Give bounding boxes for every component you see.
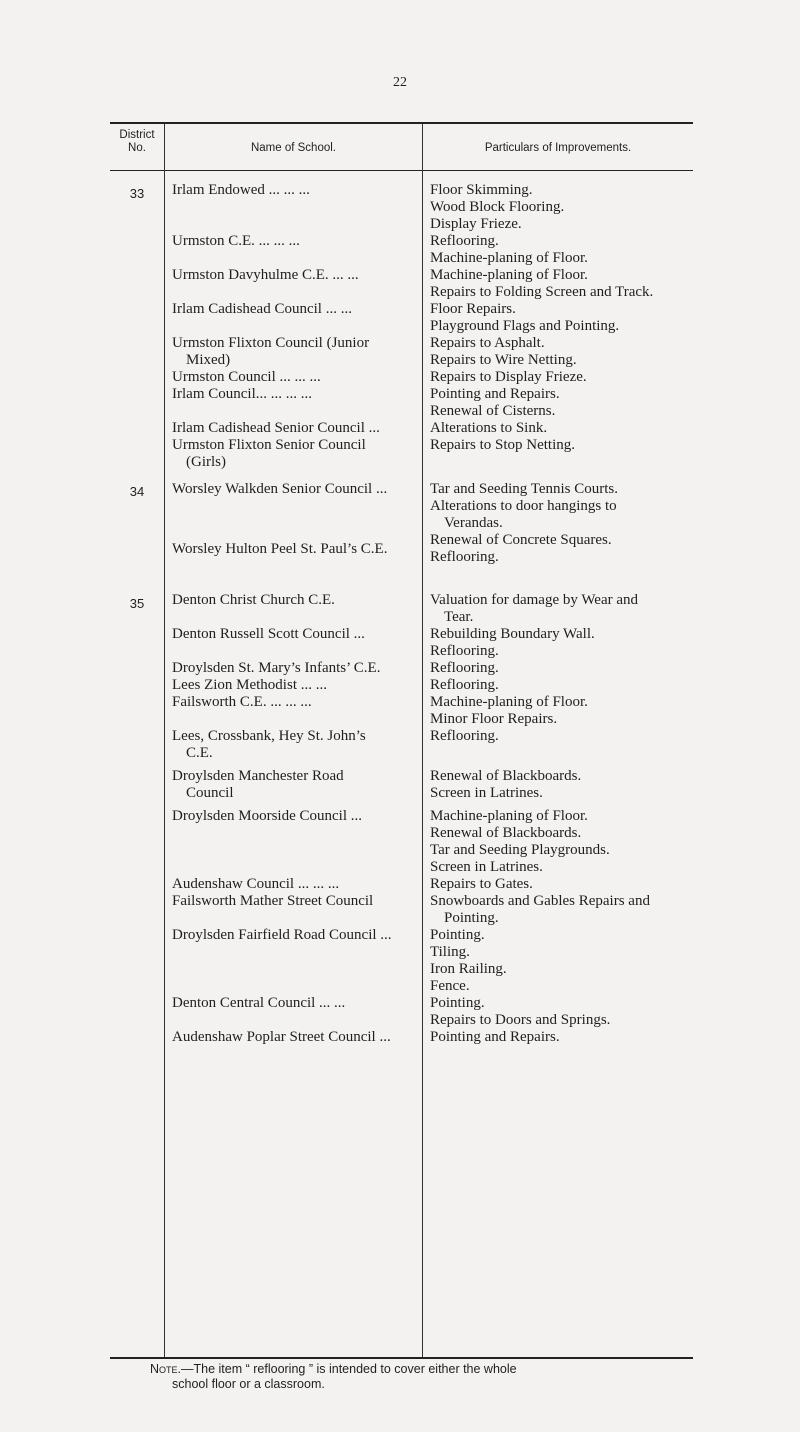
school-line: C.E.	[186, 745, 213, 761]
improvement-line: Alterations to Sink.	[430, 420, 548, 436]
school-line: Irlam Endowed ... ... ...	[172, 182, 310, 198]
improvement-line: Playground Flags and Pointing.	[430, 318, 620, 334]
district-number: 34	[129, 484, 145, 499]
footnote-line2: school floor or a classroom.	[172, 1377, 325, 1391]
school-line: Worsley Hulton Peel St. Paul’s C.E.	[172, 541, 388, 557]
improvement-line: Rebuilding Boundary Wall.	[430, 626, 595, 642]
improvement-line: Machine-planing of Floor.	[430, 267, 588, 283]
school-line: Urmston Davyhulme C.E. ... ...	[172, 267, 359, 283]
note-text: —The item “ reflooring ” is intended to cover either the whole	[181, 1362, 517, 1376]
school-line: Audenshaw Poplar Street Council ...	[172, 1029, 391, 1045]
improvement-line: Display Frieze.	[430, 216, 522, 232]
improvement-line: Screen in Latrines.	[430, 859, 543, 875]
school-line: Audenshaw Council ... ... ...	[172, 876, 340, 892]
improvement-line: Renewal of Blackboards.	[430, 825, 582, 841]
improvement-line: Pointing and Repairs.	[430, 1029, 560, 1045]
header-school: Name of School.	[250, 142, 336, 154]
table-top-rule	[110, 122, 693, 124]
improvement-line: Machine-planing of Floor.	[430, 808, 588, 824]
improvement-line: Minor Floor Repairs.	[430, 711, 558, 727]
improvement-line: Machine-planing of Floor.	[430, 694, 588, 710]
school-line: Council	[186, 785, 234, 801]
improvement-line: Pointing and Repairs.	[430, 386, 560, 402]
improvement-line: Tar and Seeding Playgrounds.	[430, 842, 610, 858]
improvement-line: Renewal of Concrete Squares.	[430, 532, 612, 548]
school-line: Denton Central Council ... ...	[172, 995, 346, 1011]
school-line: Denton Christ Church C.E.	[172, 592, 335, 608]
school-line: Failsworth C.E. ... ... ...	[172, 694, 312, 710]
improvement-line: Pointing.	[430, 927, 485, 943]
improvement-line: Reflooring.	[430, 643, 499, 659]
improvement-line: Snowboards and Gables Repairs and	[430, 893, 650, 909]
improvement-line: Reflooring.	[430, 233, 499, 249]
column-divider-2	[422, 124, 423, 1357]
header-district	[110, 129, 164, 155]
table-bottom-rule	[110, 1357, 693, 1359]
school-line: Irlam Cadishead Senior Council ...	[172, 420, 380, 436]
school-line: Urmston Flixton Senior Council	[172, 437, 366, 453]
school-line: Droylsden Fairfield Road Council ...	[172, 927, 392, 943]
school-line: Worsley Walkden Senior Council ...	[172, 481, 388, 497]
improvement-line: Renewal of Blackboards.	[430, 768, 582, 784]
improvement-line: Valuation for damage by Wear and	[430, 592, 639, 608]
school-line: Irlam Council... ... ... ...	[172, 386, 312, 402]
school-line: Failsworth Mather Street Council	[172, 893, 374, 909]
header-district-line1: District	[119, 129, 155, 141]
note-label: Note.	[150, 1362, 182, 1376]
improvement-line: Reflooring.	[430, 728, 499, 744]
school-line: Urmston Flixton Council (Junior	[172, 335, 370, 351]
improvement-line: Floor Skimming.	[430, 182, 533, 198]
improvement-line: Reflooring.	[430, 549, 499, 565]
improvement-line: Repairs to Stop Netting.	[430, 437, 575, 453]
district-number: 33	[129, 186, 145, 201]
improvement-line: Fence.	[430, 978, 470, 994]
header-particulars: Particulars of Improvements.	[484, 142, 632, 154]
improvement-line: Renewal of Cisterns.	[430, 403, 556, 419]
improvement-line: Iron Railing.	[430, 961, 507, 977]
school-line: Droylsden St. Mary’s Infants’ C.E.	[172, 660, 381, 676]
improvement-line: Alterations to door hangings to	[430, 498, 617, 514]
improvement-line: Tear.	[444, 609, 474, 625]
improvement-line: Repairs to Gates.	[430, 876, 533, 892]
header-district-line2: No.	[128, 142, 146, 154]
improvement-line: Floor Repairs.	[430, 301, 516, 317]
improvement-line: Pointing.	[430, 995, 485, 1011]
improvement-line: Repairs to Wire Netting.	[430, 352, 577, 368]
school-line: Urmston Council ... ... ...	[172, 369, 321, 385]
improvement-line: Repairs to Display Frieze.	[430, 369, 587, 385]
improvement-line: Reflooring.	[430, 660, 499, 676]
school-line: Lees Zion Methodist ... ...	[172, 677, 327, 693]
improvement-line: Repairs to Folding Screen and Track.	[430, 284, 654, 300]
school-line: Lees, Crossbank, Hey St. John’s	[172, 728, 366, 744]
school-line: Droylsden Moorside Council ...	[172, 808, 362, 824]
school-line: Mixed)	[186, 352, 231, 368]
school-line: (Girls)	[186, 454, 226, 470]
improvement-line: Screen in Latrines.	[430, 785, 543, 801]
improvement-line: Repairs to Doors and Springs.	[430, 1012, 611, 1028]
improvement-line: Machine-planing of Floor.	[430, 250, 588, 266]
improvement-line: Reflooring.	[430, 677, 499, 693]
school-line: Irlam Cadishead Council ... ...	[172, 301, 352, 317]
school-line: Denton Russell Scott Council ...	[172, 626, 365, 642]
improvement-line: Tar and Seeding Tennis Courts.	[430, 481, 619, 497]
improvement-line: Repairs to Asphalt.	[430, 335, 545, 351]
improvement-line: Verandas.	[444, 515, 503, 531]
improvement-line: Tiling.	[430, 944, 470, 960]
school-line: Urmston C.E. ... ... ...	[172, 233, 300, 249]
school-line: Droylsden Manchester Road	[172, 768, 344, 784]
district-number: 35	[129, 596, 145, 611]
header-bottom-rule	[110, 170, 693, 171]
column-divider-1	[164, 124, 165, 1357]
improvement-line: Wood Block Flooring.	[430, 199, 565, 215]
page-number: 22	[393, 75, 407, 90]
improvement-line: Pointing.	[444, 910, 499, 926]
footnote	[150, 1362, 710, 1376]
